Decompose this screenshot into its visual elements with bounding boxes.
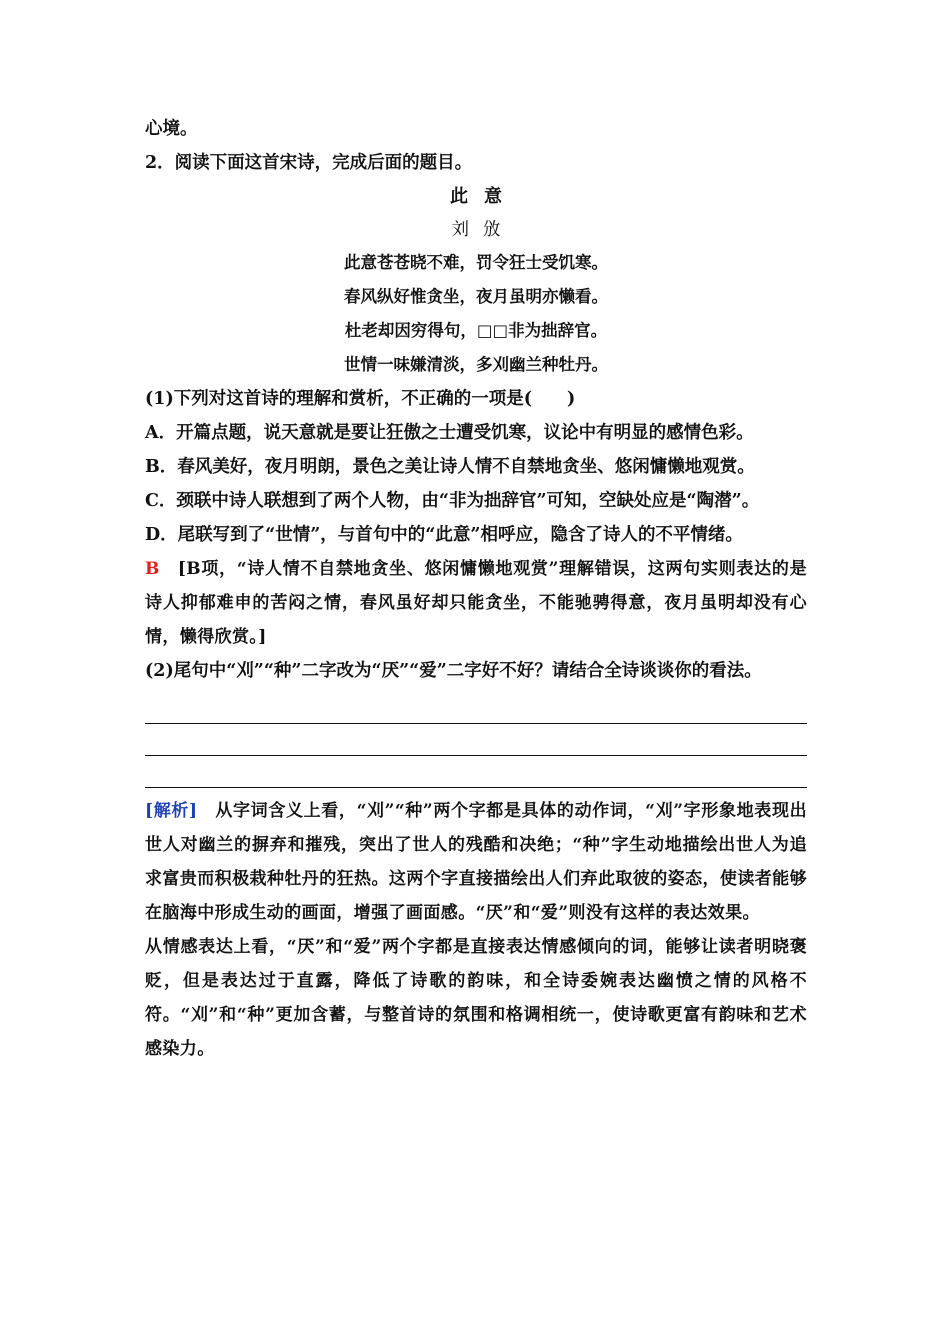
option-c: C．颈联中诗人联想到了两个人物，由“非为拙辞官”可知，空缺处应是“陶潜”。 — [145, 491, 760, 511]
answer-lines — [145, 692, 807, 788]
answer-line[interactable] — [145, 756, 807, 788]
poem-line: 世情一味嫌清淡，多刈幽兰种牡丹。 — [344, 355, 608, 374]
analysis-paragraph-1 — [145, 794, 807, 930]
answer-line[interactable] — [145, 724, 807, 756]
option-d: D．尾联写到了“世情”，与首句中的“此意”相呼应，隐含了诗人的不平情绪。 — [145, 525, 743, 545]
poem-line: 杜老却因穷得句，□□非为拙辞官。 — [344, 321, 608, 340]
poem-title: 此意 — [450, 186, 518, 207]
analysis-tag: [解析] — [145, 801, 198, 821]
analysis-text-1: 从字词含义上看，“刈”“种”两个字都是具体的动作词，“刈”字形象地表现出世人对幽兰的摒弃和摧残，突出了世人的残酷和决绝；“种”字生动地描绘出世人为追求富贵而积极栽种牡丹的狂热。这两个字直接描绘出人们弃此取彼的姿态，使读者能够在脑海中形成生动的画面，增强了画面感。“厌”和“爱”则没有这样的表达效果。 — [145, 801, 807, 923]
poem-body — [145, 246, 807, 382]
option-a: A．开篇点题，说天意就是要让狂傲之士遭受饥寒，议论中有明显的感情色彩。 — [145, 423, 754, 443]
question-2-intro: 2．阅读下面这首宋诗，完成后面的题目。 — [145, 153, 473, 173]
top-fragment: 心境。 — [145, 119, 198, 139]
answer-explanation: [B项，“诗人情不自禁地贪坐、悠闲慵懒地观赏”理解错误，这两句实则表达的是诗人抑郁难申的苦闷之情，春风虽好却只能贪坐，不能驰骋得意，夜月虽明却没有心情，懒得欣赏。] — [145, 559, 807, 647]
answer-line[interactable] — [145, 692, 807, 724]
sub-question-2-stem: (2)尾句中“刈”“种”二字改为“厌”“爱”二字好不好？请结合全诗谈谈你的看法。 — [145, 661, 762, 681]
answer-letter: B — [145, 559, 160, 579]
poem-author: 刘攽 — [451, 220, 515, 240]
sub-question-1-stem: (1)下列对这首诗的理解和赏析，不正确的一项是( ) — [145, 389, 576, 409]
option-b: B．春风美好，夜月明朗，景色之美让诗人情不自禁地贪坐、悠闲慵懒地观赏。 — [145, 457, 755, 477]
poem-line: 春风纵好惟贪坐，夜月虽明亦懒看。 — [344, 287, 608, 306]
analysis-paragraph-2: 从情感表达上看，“厌”和“爱”两个字都是直接表达情感倾向的词，能够让读者明晓褒贬，但是表达过于直露，降低了诗歌的韵味，和全诗委婉表达幽愤之情的风格不符。“刈”和“种”更加含蓄，与整首诗的氛围和格调相统一，使诗歌更富有韵味和艺术感染力。 — [145, 937, 807, 1059]
document-page — [145, 112, 807, 1066]
answer-1 — [145, 552, 807, 654]
poem-line: 此意苍苍晓不难，罚令狂士受饥寒。 — [344, 253, 608, 272]
